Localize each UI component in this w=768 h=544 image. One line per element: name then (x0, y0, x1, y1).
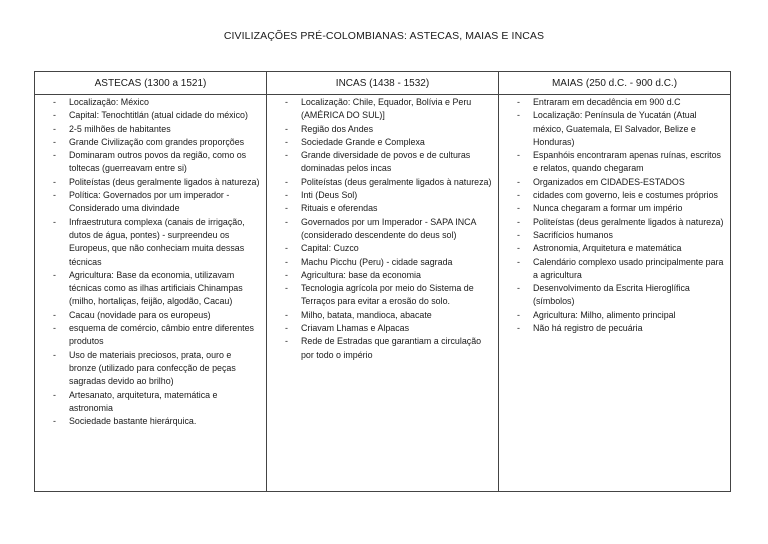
list-item: - Localização: Península de Yucatán (Atual méxico, Guatemala, El Salvador, Belize e Honduras) (517, 109, 724, 149)
list-item: - Rede de Estradas que garantiam a circulação por todo o império (285, 335, 492, 362)
list-item: - Nunca chegaram a formar um império (517, 202, 724, 215)
list-item: - Entraram em decadência em 900 d.C (517, 96, 724, 109)
list-item: - cidades com governo, leis e costumes próprios (517, 189, 724, 202)
column-header-incas: INCAS (1438 - 1532) (267, 72, 499, 95)
list-item: - Artesanato, arquitetura, matemática e astronomia (53, 389, 260, 416)
list-item: - Localização: México (53, 96, 260, 109)
list-item: - Localização: Chile, Equador, Bolívia e Peru (AMÉRICA DO SUL)] (285, 96, 492, 123)
list-item: - Infraestrutura complexa (canais de irrigação, dutos de água, pontes) - surpreendeu os Europeus, que não conheciam muita dessas técnicas (53, 216, 260, 269)
list-item: - Sacrifícios humanos (517, 229, 724, 242)
list-item: - Politeístas (deus geralmente ligados à natureza) (517, 216, 724, 229)
list-item: - Agricultura: Base da economia, utilizavam técnicas como as ilhas artificiais Chinampas (milho, hortaliças, feijão, algodão, Cacau) (53, 269, 260, 309)
page-title: CIVILIZAÇÕES PRÉ-COLOMBIANAS: ASTECAS, MAIAS E INCAS (223, 30, 545, 42)
astecas-list (53, 96, 260, 428)
list-item: - Machu Picchu (Peru) - cidade sagrada (285, 256, 492, 269)
list-item: - Calendário complexo usado principalmente para a agricultura (517, 256, 724, 283)
list-item: - Espanhóis encontraram apenas ruínas, escritos e relatos, quando chegaram (517, 149, 724, 176)
list-item: - Cacau (novidade para os europeus) (53, 309, 260, 322)
list-item: - Capital: Tenochtitlán (atual cidade do méxico) (53, 109, 260, 122)
list-item: - Criavam Lhamas e Alpacas (285, 322, 492, 335)
incas-list (285, 96, 492, 362)
maias-list (517, 96, 724, 335)
table-header-row (35, 72, 731, 95)
civilizations-table (34, 71, 731, 492)
column-header-astecas: ASTECAS (1300 a 1521) (35, 72, 267, 95)
table-body-row (35, 95, 731, 492)
column-maias (499, 95, 731, 492)
list-item: - Grande Civilização com grandes proporções (53, 136, 260, 149)
list-item: - Milho, batata, mandioca, abacate (285, 309, 492, 322)
list-item: - Agricultura: base da economia (285, 269, 492, 282)
list-item: - esquema de comércio, câmbio entre diferentes produtos (53, 322, 260, 349)
list-item: - Organizados em CIDADES-ESTADOS (517, 176, 724, 189)
list-item: - Capital: Cuzco (285, 242, 492, 255)
column-astecas (35, 95, 267, 492)
list-item: - Dominaram outros povos da região, como os toltecas (guerreavam entre si) (53, 149, 260, 176)
list-item: - Não há registro de pecuária (517, 322, 724, 335)
list-item: - Região dos Andes (285, 123, 492, 136)
list-item: - Astronomia, Arquitetura e matemática (517, 242, 724, 255)
list-item: - Politeístas (deus geralmente ligados à natureza) (53, 176, 260, 189)
list-item: - 2-5 milhões de habitantes (53, 123, 260, 136)
list-item: - Politeístas (deus geralmente ligados à natureza) (285, 176, 492, 189)
list-item: - Governados por um Imperador - SAPA INCA (considerado descendente do deus sol) (285, 216, 492, 243)
list-item: - Grande diversidade de povos e de culturas dominadas pelos incas (285, 149, 492, 176)
column-incas (267, 95, 499, 492)
list-item: - Política: Governados por um imperador - Considerado uma divindade (53, 189, 260, 216)
list-item: - Inti (Deus Sol) (285, 189, 492, 202)
list-item: - Rituais e oferendas (285, 202, 492, 215)
list-item: - Desenvolvimento da Escrita Hieroglífica (símbolos) (517, 282, 724, 309)
list-item: - Tecnologia agrícola por meio do Sistema de Terraços para evitar a erosão do solo. (285, 282, 492, 309)
column-header-maias: MAIAS (250 d.C. - 900 d.C.) (499, 72, 731, 95)
list-item: - Agricultura: Milho, alimento principal (517, 309, 724, 322)
list-item: - Sociedade Grande e Complexa (285, 136, 492, 149)
list-item: - Sociedade bastante hierárquica. (53, 415, 260, 428)
list-item: - Uso de materiais preciosos, prata, ouro e bronze (utilizado para confecção de peças sagradas devido ao brilho) (53, 349, 260, 389)
